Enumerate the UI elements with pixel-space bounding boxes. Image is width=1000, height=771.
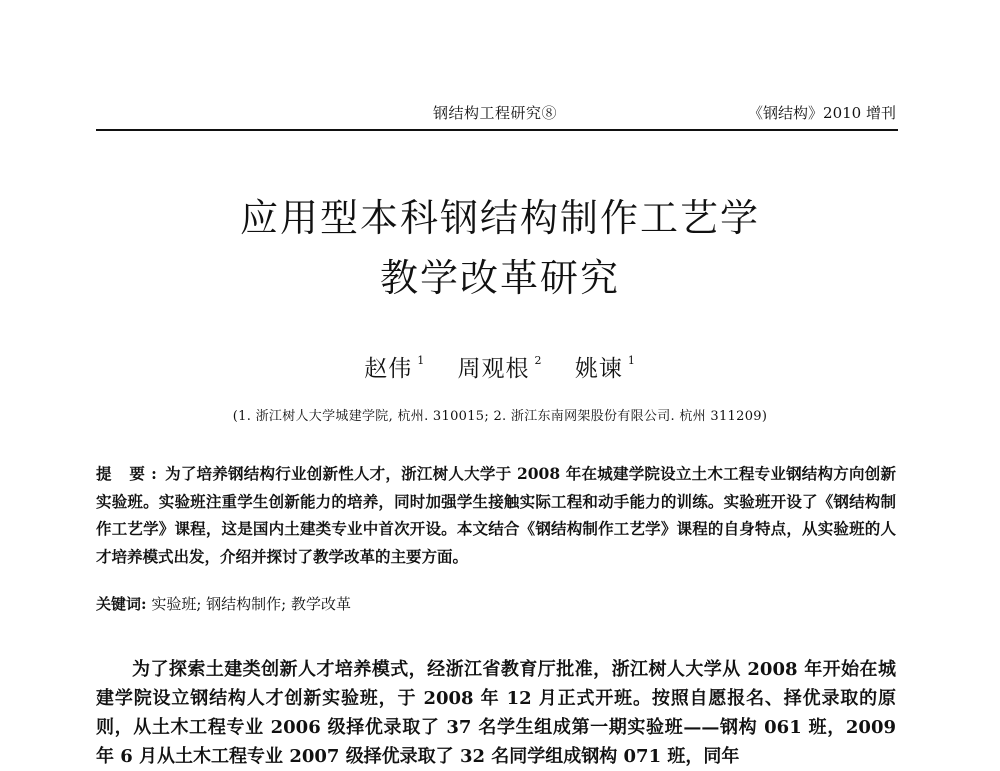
journal-series: 钢结构工程研究⑧: [433, 104, 558, 122]
header-rule: [96, 129, 898, 131]
author-name: 姚谏: [574, 356, 623, 382]
author: [458, 350, 543, 383]
abstract-label: 提 要:: [96, 464, 163, 483]
keywords-label: 关键词:: [96, 595, 147, 613]
affiliation-mark: 1: [627, 354, 636, 367]
affiliation: (1. 浙江树人大学城建学院, 杭州. 310015; 2. 浙江东南网架股份有限公司. 杭州 311209): [232, 409, 768, 424]
running-header: [96, 98, 896, 126]
author: [575, 350, 636, 383]
author-name: 周观根: [457, 356, 530, 382]
title-line-2: 教学改革研究: [379, 256, 620, 300]
author-list: [0, 350, 1000, 383]
paper-title: [0, 188, 1000, 308]
title-line-1: 应用型本科钢结构制作工艺学: [239, 196, 760, 240]
body-paragraph: 为了探索土建类创新人才培养模式，经浙江省教育厅批准，浙江树人大学从 2008 年开始在城建学院设立钢结构人才创新实验班，于 2008 年 12 月正式开班。按照自愿报名、择优录取的原则，从土木工程专业 2006 级择优录取了 37 名学生组成第一期实验班——钢构 061 班，2009 年 6 月从土木工程专业 2007 级择优录取了 32 名同学组成钢构 071 班，同年: [96, 659, 896, 767]
keywords-text: 实验班; 钢结构制作; 教学改革: [151, 595, 351, 613]
abstract-text: 为了培养钢结构行业创新性人才，浙江树人大学于 2008 年在城建学院设立土木工程专业钢结构方向创新实验班。实验班注重学生创新能力的培养，同时加强学生接触实际工程和动手能力的训练。实验班开设了《钢结构制作工艺学》课程，这是国内土建类专业中首次开设。本文结合《钢结构制作工艺学》课程的自身特点，从实验班的人才培养模式出发，介绍并探讨了教学改革的主要方面。: [96, 464, 897, 566]
author-name: 赵伟: [364, 356, 413, 382]
keywords: [96, 592, 896, 616]
author: [364, 350, 425, 383]
abstract: [96, 460, 896, 570]
affiliation-mark: 1: [417, 354, 426, 367]
journal-name: 《钢结构》2010 增刊: [748, 104, 896, 122]
affiliation-mark: 2: [534, 354, 543, 367]
